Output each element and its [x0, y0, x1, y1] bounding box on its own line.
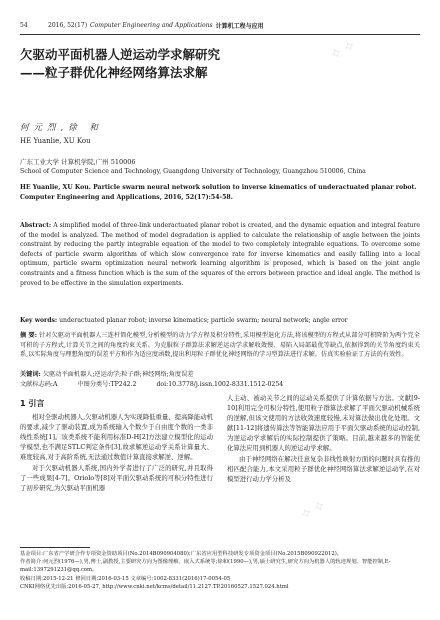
- abstract-cn: [20, 331, 420, 360]
- doi: doi:10.3778/j.issn.1002-8331.1512-0254: [156, 381, 284, 388]
- keywords-en: [20, 316, 420, 325]
- section-heading: 1 引言: [20, 399, 45, 408]
- watermark: ⟡ ⟡: [37, 425, 68, 453]
- watermark: ⟡ ⟡: [297, 495, 328, 523]
- body-column-left: [20, 393, 213, 493]
- affiliation-en: School of Computer Science and Technology, Guangdong University of Technology, Guangzhou 510006, China: [20, 168, 366, 175]
- clc-number: 中图分类号:TP242.2: [77, 381, 137, 388]
- abstract-cn-text: 针对欠驱动平面机器人三连杆简化模型,分析模型的动力学方程及积分特性,采用模型退化方法,将该模型的方程式从部分可积降阶为两个完全可积的子方程式,计算关节之间的角度约束关系。为克服粒子群算法求解逆运动学求解收敛慢、易陷入局部最优等缺点,依据得到的关节角度约束关系,以实际角度与理想角度的误差平方和作为适应度函数,提出利用粒子群优化神经网络的学习型算法进行求解。仿真实验验证了方法的有效性。: [20, 332, 420, 359]
- page-number: 54: [20, 21, 28, 29]
- watermark: ⟡ ⟡: [247, 245, 278, 273]
- volume-issue: 2016, 52(17): [48, 21, 88, 29]
- affiliation-cn: 广东工业大学 计算机学院,广州 510006: [20, 158, 136, 166]
- abstract-en-text: A simplified model of three-link underactuated planar robot is created, and the dynamic equation and integral feature of the model is analyzed. The method of model degradation is applied to calculate the relationship of angle between the joints constraint by reducing the partly integrable equation of the model to two completely integrable equations. To overcome some defects of particle swarm algorithm of which slow convergence rate for inverse kinematics and easily falling into a local optimum, particle swarm optimization neural network learning algorithm is proposed, which is based on the joint angle constraints and a fitness function which is the sum of the squares of the errors between practice and ideal angle. The method is proved to be effective in the simulation experiments.: [20, 222, 420, 287]
- keywords-cn: [20, 369, 420, 378]
- footnote-rule: [20, 547, 90, 548]
- journal-name-cn: 计算机工程与应用: [215, 22, 264, 30]
- body-column-right: [227, 393, 420, 484]
- footnote-cnki: CNKI网络优先出版:2016-05-27, http://www.cnki.net/kcms/detail/11.2127.TP.20160527.1527.024.html: [20, 583, 289, 590]
- abstract-cn-label: 摘 要:: [20, 332, 37, 339]
- footnote: [20, 550, 420, 591]
- footnote-dates: 收稿日期:2015-12-21 修回日期:2016-03-15 文章编号:1002-8331(2016)17-0054-05: [20, 575, 231, 582]
- paragraph: 相对全驱动机器人,欠驱动机器人为实现降低重量、提高降能动机的要求,减少了驱动装置,成为系统输入个数少于自由度个数的一类非线性系统[1]。该类系统不能利用标准D-H[2]方法建立模型化的运动学模型,也不满足STLC判定条件[3],故求解逆运动学关系计算量大、难度较高,对于高阶系统,无法通过数值计算直接求解逆、逆解。: [20, 413, 213, 462]
- watermark: ⟡ ⟡: [327, 35, 358, 63]
- footnote-bio: 作者简介:何元烈(1976—),男,博士,副教授,主要研究方向为图像理解、嵌入式系统等;徐和(1990—),男,硕士研究生,研究方向为机器人的轨迹规划、智能控制,E-mail:1397291231@qq.com。: [20, 559, 391, 574]
- classification-line: [20, 379, 420, 388]
- paragraph: 对于欠驱动机器人系统,国内外学者进行了广泛的研究,并且取得了一些成果[4-7]。Oriolo等[8]对平面欠驱动系统的可积分特性进行了初步研究,为欠驱动平面机器: [20, 463, 213, 492]
- keywords-cn-text: 欠驱动平面机器人;逆运动学;粒子群;神经网络;角度误差: [42, 371, 194, 378]
- journal-name-en: Computer Engineering and Applications: [90, 21, 213, 29]
- paper-subtitle: ——粒子群优化神经网络算法求解: [20, 65, 208, 80]
- abstract-en-label: Abstract:: [20, 222, 52, 229]
- authors-cn: 何元烈,徐 和: [20, 123, 103, 133]
- running-header: [20, 18, 420, 32]
- keywords-en-label: Key words:: [20, 317, 58, 324]
- paragraph: 人主动、被动关节之间的运动关系提供了计算依据与方法。文献[9-10]利用完全可积分特性,使用粒子群算法求解了平面欠驱动机械系统的逆解,但该文使用的方法收敛速度较慢,未对算法做出优化处理。文献[11-12]将遗传算法等智能算法应用于平面欠驱动系统的运动控制,为逆运动学求解后的实际控制提供了策略。目前,越来越多的智能优化算法应用到机器人的逆运动学求解。: [227, 394, 420, 453]
- footnote-fund: 基金项目:广东省产学研合作专项资金资助项目(No.2014B090904080);广东省应用型科技研发专项资金项目(No.2015B090922012)。: [20, 551, 343, 557]
- paragraph: 由于神经网络在解决任意复杂非线性映射方面的问题时具有推的相匹配合能力,本文采用粒子群优化神经网络算法求解逆运动学,在对模型进行动力学分析及: [227, 454, 420, 483]
- keywords-cn-label: 关键词:: [20, 371, 41, 378]
- keywords-en-text: underactuated planar robot; inverse kinematics; particle swarm; neural network; angle error: [59, 317, 348, 324]
- abstract-en: [20, 221, 420, 288]
- paper-title: 欠驱动平面机器人逆运动学求解研究: [20, 47, 221, 62]
- citation: HE Yuanlie, XU Kou. Particle swarm neural network solution to inverse kinematics of underactuated planar robot. Computer Engineering and Applications, 2016, 52(17):54-58.: [20, 184, 417, 201]
- document-code: 文献标志码:A: [20, 381, 58, 388]
- authors-en: HE Yuanlie, XU Kou: [20, 137, 91, 145]
- header-rule: [20, 34, 420, 35]
